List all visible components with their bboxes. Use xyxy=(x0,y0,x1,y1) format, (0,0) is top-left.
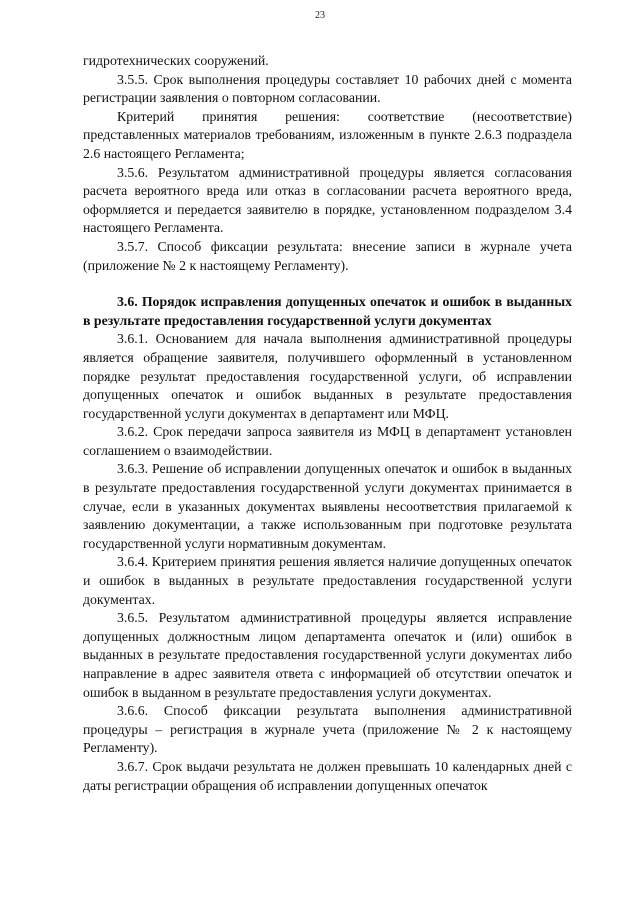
paragraph-3-6-5: 3.6.5. Результатом административной процедуры является исправление допущенных должностным лицом департамента опечаток и (или) ошибок в выданных в результате предоставления государственной услуги документах либо направление в адрес заявителя ответа с информацией об отсутствии опечаток и ошибок в выданном в результате предоставления услуги документах. xyxy=(83,610,572,700)
section-gap xyxy=(83,275,572,293)
paragraph-3-6-6: 3.6.6. Способ фиксации результата выполнения административной процедуры – регистрация в журнале учета (приложение № 2 к настоящему Регламенту). xyxy=(83,703,572,756)
paragraph-decision-criterion: Критерий принятия решения: соответствие (несоответствие) представленных материалов требованиям, изложенным в пункте 2.6.3 подраздела 2.6 настоящего Регламента; xyxy=(83,108,572,161)
paragraph-3-6-1: 3.6.1. Основанием для начала выполнения административной процедуры является обращение заявителя, получившего оформленный в установленном порядке результат предоставления государственной услуги, об исправлении допущенных опечаток и ошибок выданных в результате предоставления государственной услуги документах в департамент или МФЦ. xyxy=(83,331,572,421)
paragraph-3-5-5: 3.5.5. Срок выполнения процедуры составляет 10 рабочих дней с момента регистрации заявления о повторном согласовании. xyxy=(83,71,572,106)
paragraph-3-6-3: 3.6.3. Решение об исправлении допущенных опечаток и ошибок в выданных в результате предоставления государственной услуги документах принимается в случае, если в указанных документах выявлены несоответствия прилагаемой к заявлению документации, а также использованным при подготовке результата государственной услуги нормативным документам. xyxy=(83,461,572,551)
paragraph-3-6-4: 3.6.4. Критерием принятия решения является наличие допущенных опечаток и ошибок в выданных в результате предоставления государственной услуги документах. xyxy=(83,554,572,607)
paragraph-continuation: гидротехнических сооружений. xyxy=(83,53,269,68)
paragraph-3-5-6: 3.5.6. Результатом административной процедуры является согласования расчета вероятного вреда или отказ в согласовании расчета вероятного вреда, оформляется и передается заявителю в порядке, установленном подразделом 3.4 настоящего Регламента. xyxy=(83,164,572,236)
paragraph-3-5-7: 3.5.7. Способ фиксации результата: внесение записи в журнале учета (приложение № 2 к настоящему Регламенту). xyxy=(83,238,572,273)
paragraph-3-6-2: 3.6.2. Срок передачи запроса заявителя из МФЦ в департамент установлен соглашением о взаимодействии. xyxy=(83,424,572,458)
paragraph-3-6-7: 3.6.7. Срок выдачи результата не должен превышать 10 календарных дней с даты регистрации обращения об исправлении допущенных опечаток xyxy=(83,758,572,793)
document-body xyxy=(83,52,572,795)
page-number: 23 xyxy=(315,10,325,21)
section-heading-3-6: 3.6. Порядок исправления допущенных опечаток и ошибок в выданных в результате предоставления государственной услуги документах xyxy=(83,294,572,328)
